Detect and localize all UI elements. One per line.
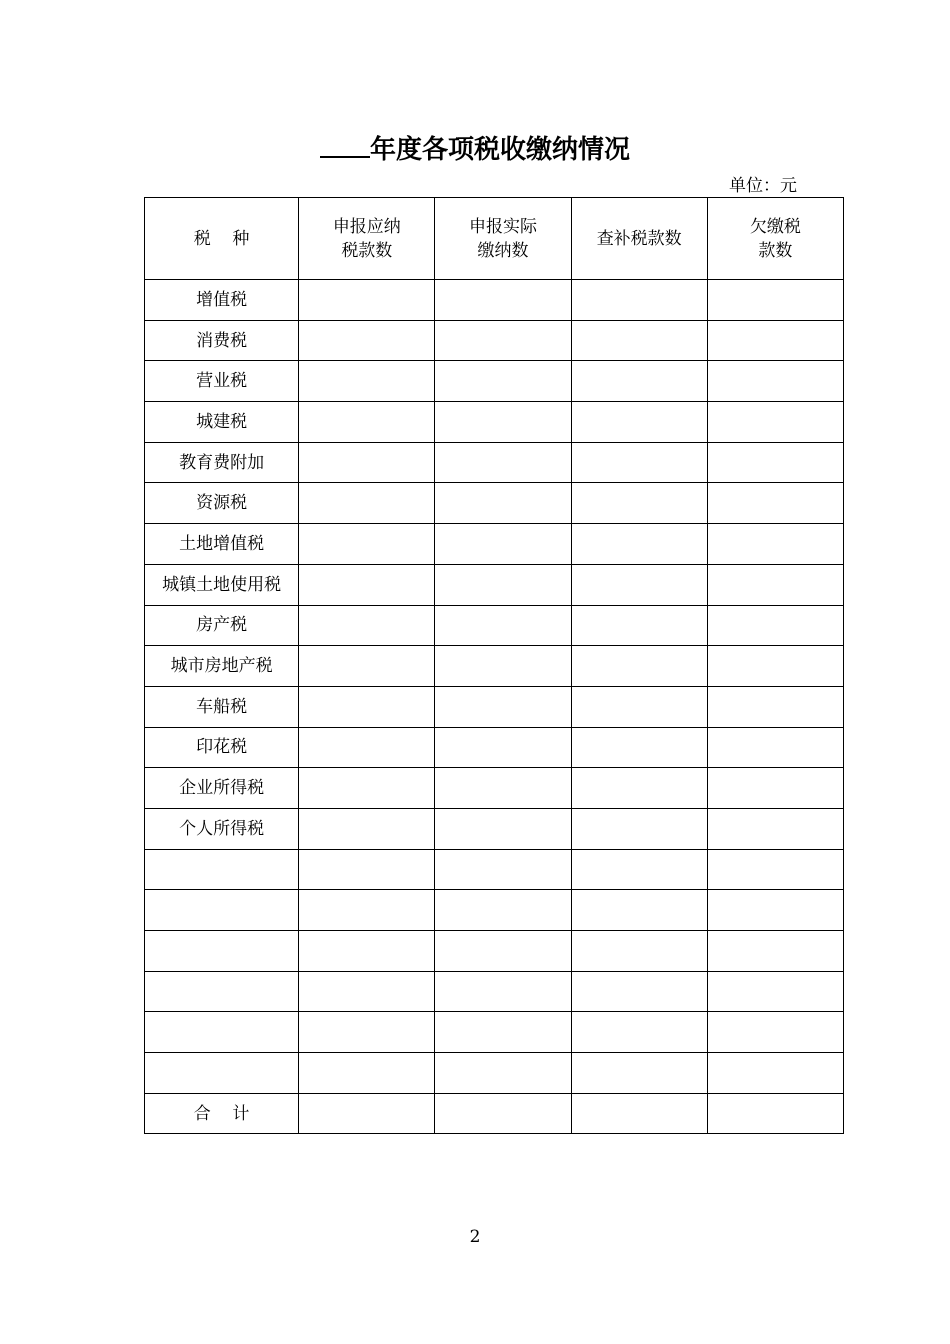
table-row (145, 1012, 844, 1053)
unit-label: 单位：元 (729, 176, 797, 196)
tax-type-cell (145, 890, 299, 931)
amount-cell[interactable] (707, 1053, 843, 1094)
amount-cell[interactable] (299, 646, 435, 687)
header-audit-supplement (571, 198, 707, 280)
table-row (145, 686, 844, 727)
tax-type-cell: 土地增值税 (145, 524, 299, 565)
table-row (145, 890, 844, 931)
amount-cell[interactable] (707, 768, 843, 809)
tax-type-cell: 教育费附加 (145, 442, 299, 483)
amount-cell[interactable] (435, 808, 571, 849)
amount-cell[interactable] (707, 442, 843, 483)
amount-cell[interactable] (299, 483, 435, 524)
tax-type-cell: 企业所得税 (145, 768, 299, 809)
amount-cell[interactable] (299, 849, 435, 890)
amount-cell[interactable] (571, 1053, 707, 1094)
table-row (145, 483, 844, 524)
table-header-row (145, 198, 844, 280)
header-arrears (707, 198, 843, 280)
amount-cell[interactable] (707, 320, 843, 361)
amount-cell[interactable] (299, 564, 435, 605)
amount-cell[interactable] (299, 686, 435, 727)
amount-cell[interactable] (707, 1093, 843, 1134)
amount-cell[interactable] (299, 931, 435, 972)
table-row (145, 605, 844, 646)
header-text-line: 查补税款数 (596, 228, 682, 249)
amount-cell[interactable] (299, 808, 435, 849)
amount-cell[interactable] (571, 890, 707, 931)
amount-cell[interactable] (299, 1093, 435, 1134)
amount-cell[interactable] (707, 1012, 843, 1053)
amount-cell[interactable] (571, 849, 707, 890)
amount-cell[interactable] (299, 1012, 435, 1053)
tax-type-cell: 营业税 (145, 361, 299, 402)
header-text-line: 税款数 (341, 240, 393, 261)
table-row (145, 524, 844, 565)
page-number: 2 (469, 1227, 481, 1247)
amount-cell[interactable] (299, 320, 435, 361)
amount-cell[interactable] (299, 605, 435, 646)
amount-cell[interactable] (707, 483, 843, 524)
header-declared-payable (299, 198, 435, 280)
tax-type-cell: 城建税 (145, 402, 299, 443)
amount-cell[interactable] (571, 564, 707, 605)
amount-cell[interactable] (707, 280, 843, 321)
amount-cell[interactable] (707, 564, 843, 605)
amount-cell[interactable] (707, 971, 843, 1012)
table-body (145, 280, 844, 1134)
amount-cell[interactable] (435, 686, 571, 727)
table-row (145, 564, 844, 605)
tax-type-cell: 消费税 (145, 320, 299, 361)
table-row (145, 849, 844, 890)
amount-cell[interactable] (571, 1012, 707, 1053)
document-title (0, 128, 950, 169)
header-tax-type (145, 198, 299, 280)
amount-cell[interactable] (435, 320, 571, 361)
tax-type-cell: 城市房地产税 (145, 646, 299, 687)
amount-cell[interactable] (435, 442, 571, 483)
amount-cell[interactable] (707, 524, 843, 565)
tax-type-cell: 车船税 (145, 686, 299, 727)
amount-cell[interactable] (435, 768, 571, 809)
tax-type-cell: 房产税 (145, 605, 299, 646)
amount-cell[interactable] (299, 768, 435, 809)
amount-cell[interactable] (435, 931, 571, 972)
amount-cell[interactable] (435, 849, 571, 890)
amount-cell[interactable] (571, 686, 707, 727)
amount-cell[interactable] (299, 280, 435, 321)
amount-cell[interactable] (435, 1053, 571, 1094)
amount-cell[interactable] (571, 768, 707, 809)
amount-cell[interactable] (571, 605, 707, 646)
table-row (145, 320, 844, 361)
amount-cell[interactable] (299, 524, 435, 565)
amount-cell[interactable] (435, 524, 571, 565)
amount-cell[interactable] (299, 890, 435, 931)
tax-type-cell: 个人所得税 (145, 808, 299, 849)
header-declared-paid (435, 198, 571, 280)
tax-type-cell: 增值税 (145, 280, 299, 321)
tax-type-cell (145, 1012, 299, 1053)
header-text-line: 税 种 (193, 228, 250, 249)
tax-type-cell: 资源税 (145, 483, 299, 524)
amount-cell[interactable] (707, 890, 843, 931)
amount-cell[interactable] (571, 727, 707, 768)
amount-cell[interactable] (435, 727, 571, 768)
title-text: 年度各项税收缴纳情况 (369, 135, 630, 165)
amount-cell[interactable] (299, 442, 435, 483)
amount-cell[interactable] (707, 686, 843, 727)
amount-cell[interactable] (571, 646, 707, 687)
header-text-line: 欠缴税 (749, 216, 801, 237)
tax-type-cell (145, 971, 299, 1012)
table-row (145, 768, 844, 809)
amount-cell[interactable] (299, 727, 435, 768)
amount-cell[interactable] (571, 483, 707, 524)
header-text-line: 申报实际 (469, 216, 537, 237)
amount-cell[interactable] (435, 280, 571, 321)
year-blank-underline (320, 128, 370, 158)
table-row (145, 280, 844, 321)
header-text-line: 申报应纳 (332, 216, 401, 237)
table-row (145, 727, 844, 768)
amount-cell[interactable] (435, 402, 571, 443)
amount-cell[interactable] (571, 1093, 707, 1134)
tax-type-cell: 城镇土地使用税 (145, 564, 299, 605)
amount-cell[interactable] (435, 564, 571, 605)
amount-cell[interactable] (571, 361, 707, 402)
tax-type-cell: 合 计 (145, 1093, 299, 1134)
tax-table (144, 197, 844, 1134)
amount-cell[interactable] (571, 524, 707, 565)
amount-cell[interactable] (299, 361, 435, 402)
amount-cell[interactable] (571, 442, 707, 483)
tax-type-cell: 印花税 (145, 727, 299, 768)
header-text-line: 款数 (758, 240, 793, 261)
amount-cell[interactable] (707, 727, 843, 768)
tax-type-cell (145, 849, 299, 890)
amount-cell[interactable] (707, 808, 843, 849)
table-row (145, 931, 844, 972)
amount-cell[interactable] (435, 605, 571, 646)
table-row (145, 361, 844, 402)
table-row (145, 971, 844, 1012)
amount-cell[interactable] (571, 280, 707, 321)
amount-cell[interactable] (435, 646, 571, 687)
amount-cell[interactable] (299, 1053, 435, 1094)
amount-cell[interactable] (571, 320, 707, 361)
amount-cell[interactable] (571, 971, 707, 1012)
amount-cell[interactable] (435, 1012, 571, 1053)
tax-type-cell (145, 931, 299, 972)
table-row (145, 402, 844, 443)
amount-cell[interactable] (707, 849, 843, 890)
table-row (145, 1053, 844, 1094)
table-row (145, 442, 844, 483)
table-row (145, 1093, 844, 1134)
amount-cell[interactable] (435, 890, 571, 931)
amount-cell[interactable] (435, 1093, 571, 1134)
amount-cell[interactable] (707, 605, 843, 646)
amount-cell[interactable] (571, 402, 707, 443)
amount-cell[interactable] (707, 361, 843, 402)
amount-cell[interactable] (707, 402, 843, 443)
amount-cell[interactable] (571, 808, 707, 849)
amount-cell[interactable] (707, 646, 843, 687)
amount-cell[interactable] (435, 361, 571, 402)
amount-cell[interactable] (707, 931, 843, 972)
table-row (145, 808, 844, 849)
tax-type-cell (145, 1053, 299, 1094)
amount-cell[interactable] (299, 971, 435, 1012)
amount-cell[interactable] (571, 931, 707, 972)
amount-cell[interactable] (435, 971, 571, 1012)
table-row (145, 646, 844, 687)
amount-cell[interactable] (299, 402, 435, 443)
header-text-line: 缴纳数 (477, 240, 529, 261)
amount-cell[interactable] (435, 483, 571, 524)
